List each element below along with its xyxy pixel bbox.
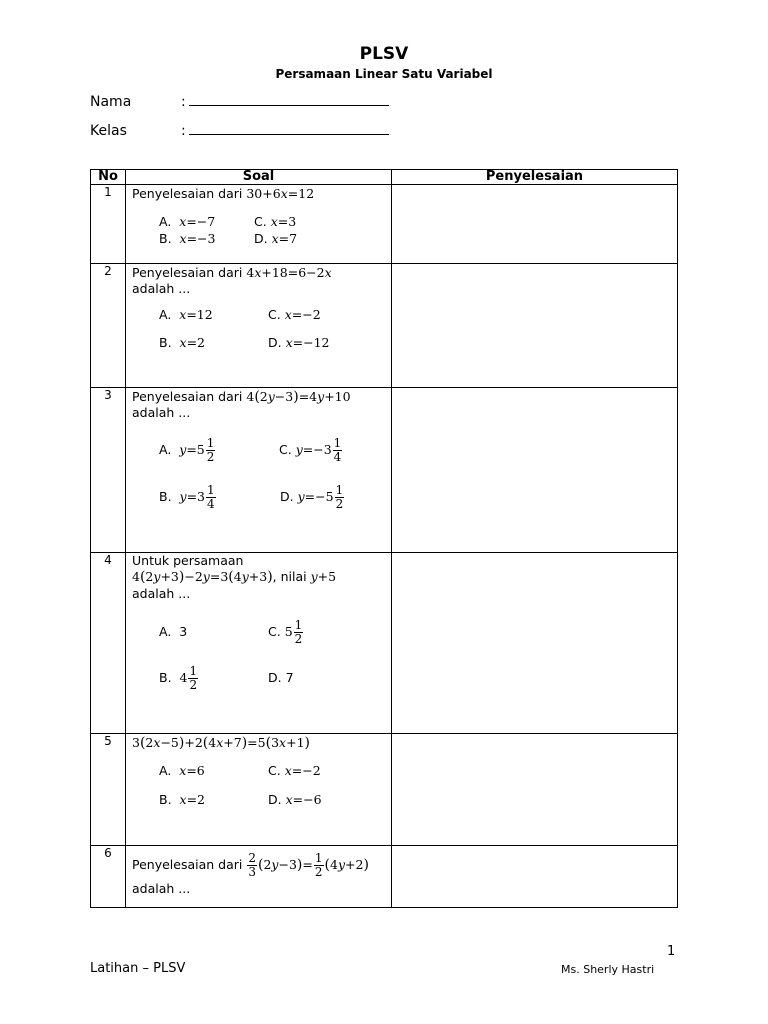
- question-cell: [126, 553, 392, 734]
- option-c: C. y=−3 $\frac{1}{4}$: [279, 436, 342, 464]
- page-title: PLSV: [359, 44, 409, 64]
- class-field: [90, 122, 389, 139]
- question-text: Penyelesaian dari 4(2y−3)=4y+10: [132, 389, 351, 405]
- name-label: Nama: [90, 94, 132, 110]
- question-cell: [126, 185, 392, 264]
- name-field: [90, 93, 389, 110]
- table-row: [91, 264, 678, 388]
- question-cell: [126, 388, 392, 553]
- question-number: 5: [91, 734, 126, 846]
- name-colon: :: [181, 94, 186, 110]
- question-text: Penyelesaian dari 4x+18=6−2x: [132, 265, 332, 280]
- option-d: D. x=−12: [268, 335, 330, 350]
- question-text: Untuk persamaan: [132, 553, 244, 568]
- question-suffix: adalah ...: [132, 281, 191, 296]
- solution-cell[interactable]: [392, 734, 678, 846]
- question-number: 4: [91, 553, 126, 734]
- question-suffix: adalah ...: [132, 586, 191, 601]
- table-header-row: [91, 170, 678, 185]
- question-number: 6: [91, 846, 126, 908]
- question-number: 1: [91, 185, 126, 264]
- option-c: C. 5 $\frac{1}{2}$: [268, 618, 303, 646]
- option-c: C. x=3: [254, 214, 297, 229]
- option-d: D. y=−5 $\frac{1}{2}$: [280, 483, 344, 511]
- option-a: A. x=−7: [159, 214, 216, 229]
- option-d: D. x=−6: [268, 792, 322, 807]
- page-subtitle: Persamaan Linear Satu Variabel: [275, 67, 493, 81]
- option-b: B. x=−3: [159, 231, 216, 246]
- table-row: [91, 846, 678, 908]
- table-row: [91, 553, 678, 734]
- question-cell: [126, 264, 392, 388]
- option-b: B. x=2: [159, 335, 206, 350]
- question-suffix: adalah ...: [132, 405, 191, 420]
- class-blank-line[interactable]: [189, 122, 389, 135]
- question-text: 3(2x−5)+2(4x+7)=5(3x+1): [132, 735, 310, 751]
- header-soal: Soal: [126, 170, 392, 185]
- option-d: D. x=7: [254, 231, 298, 246]
- footer-left-text: Latihan – PLSV: [90, 961, 186, 976]
- option-b: B. y=3 $\frac{1}{4}$: [159, 483, 215, 511]
- option-d: D. 7: [268, 670, 294, 685]
- header-no: No: [91, 170, 126, 185]
- option-a: A. y=5 $\frac{1}{2}$: [159, 436, 215, 464]
- option-b: B. x=2: [159, 792, 206, 807]
- table-row: [91, 185, 678, 264]
- table-row: [91, 388, 678, 553]
- solution-cell[interactable]: [392, 264, 678, 388]
- class-colon: :: [181, 123, 186, 139]
- question-equation: 4(2y+3)−2y=3(4y+3), nilai y+5: [132, 569, 337, 585]
- question-cell: [126, 734, 392, 846]
- solution-cell[interactable]: [392, 388, 678, 553]
- option-b: B. 4 $\frac{1}{2}$: [159, 664, 198, 692]
- option-a: A. x=12: [159, 307, 213, 322]
- question-text: Penyelesaian dari $\frac{2}{3}$ (2y−3)= $\frac{1}{2}$ (4y+2): [132, 851, 369, 879]
- name-blank-line[interactable]: [189, 93, 389, 106]
- solution-cell[interactable]: [392, 185, 678, 264]
- table-row: [91, 734, 678, 846]
- question-number: 3: [91, 388, 126, 553]
- solution-cell[interactable]: [392, 846, 678, 908]
- page-number: 1: [667, 944, 676, 959]
- class-label: Kelas: [90, 123, 127, 139]
- option-a: A. 3: [159, 624, 188, 639]
- question-cell: [126, 846, 392, 908]
- question-suffix: adalah ...: [132, 881, 191, 896]
- solution-cell[interactable]: [392, 553, 678, 734]
- footer-author: Ms. Sherly Hastri: [561, 963, 655, 976]
- question-number: 2: [91, 264, 126, 388]
- option-c: C. x=−2: [268, 307, 321, 322]
- question-text: Penyelesaian dari 30+6x=12: [132, 186, 315, 201]
- question-table: [90, 169, 678, 908]
- option-a: A. x=6: [159, 763, 205, 778]
- header-solution: Penyelesaian: [392, 170, 678, 185]
- option-c: C. x=−2: [268, 763, 321, 778]
